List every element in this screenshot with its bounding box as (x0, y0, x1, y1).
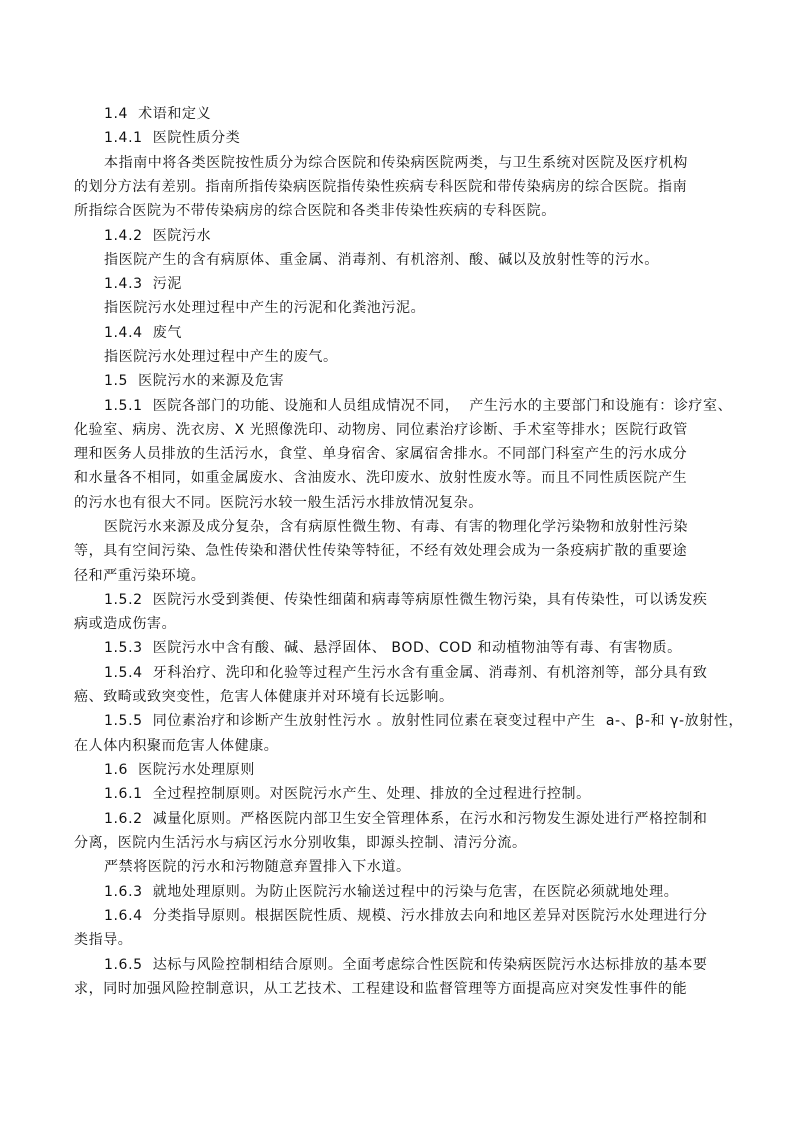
text-line: 的污水也有很大不同。医院污水较一般生活污水排放情况复杂。 (74, 495, 483, 511)
text-line: 和水量各不相同，如重金属废水、含油废水、洗印废水、放射性废水等。而且不同性质医院产生 (74, 470, 688, 486)
text-line: 1.4.2 医院污水 (104, 228, 212, 244)
text-line: 1.5.4 牙科治疗、洗印和化验等过程产生污水含有重金属、消毒剂、有机溶剂等，部分具有致 (104, 665, 708, 681)
text-line: 的划分方法有差别。指南所指传染病医院指传染性疾病专科医院和带传染病房的综合医院。指南 (74, 179, 688, 195)
text-line: 1.4.3 污泥 (104, 276, 182, 292)
text-line: 指医院污水处理过程中产生的废气。 (104, 349, 338, 365)
text-line: 1.5 医院污水的来源及危害 (104, 373, 285, 389)
text-line: 1.6.4 分类指导原则。根据医院性质、规模、污水排放去向和地区差异对医院污水处理进行分 (104, 908, 708, 924)
text-line: 求，同时加强风险控制意识，从工艺技术、工程建设和监督管理等方面提高应对突发性事件的能 (74, 981, 688, 997)
text-line: 1.6.5 达标与风险控制相结合原则。全面考虑综合性医院和传染病医院污水达标排放的基本要 (104, 957, 708, 973)
text-line: 在人体内积聚而危害人体健康。 (74, 738, 279, 754)
text-line: 1.4 术语和定义 (104, 106, 212, 122)
text-line: 指医院产生的含有病原体、重金属、消毒剂、有机溶剂、酸、碱以及放射性等的污水。 (104, 252, 659, 268)
text-line: 1.6.1 全过程控制原则。对医院污水产生、处理、排放的全过程进行控制。 (104, 786, 591, 802)
text-line: 1.5.5 同位素治疗和诊断产生放射性污水 。放射性同位素在衰变过程中产生 a-、β-和 γ-放射性， (104, 713, 744, 729)
text-line: 径和严重污染环境。 (74, 568, 206, 584)
text-line: 等，具有空间污染、急性传染和潜伏性传染等特征，不经有效处理会成为一条疫病扩散的重要途 (74, 543, 688, 559)
text-line: 1.5.2 医院污水受到粪便、传染性细菌和病毒等病原性微生物污染，具有传染性，可以诱发疾 (104, 592, 708, 608)
text-line: 病或造成伤害。 (74, 616, 177, 632)
text-line: 1.6.2 减量化原则。严格医院内部卫生安全管理体系，在污水和污物发生源处进行严格控制和 (104, 811, 708, 827)
text-line: 指医院污水处理过程中产生的污泥和化粪池污泥。 (104, 300, 426, 316)
text-line: 1.5.1 医院各部门的功能、设施和人员组成情况不同， 产生污水的主要部门和设施有：诊疗室、 (104, 398, 733, 414)
text-line: 1.6.3 就地处理原则。为防止医院污水输送过程中的污染与危害，在医院必须就地处理。 (104, 884, 679, 900)
text-line: 1.5.3 医院污水中含有酸、碱、悬浮固体、 BOD、COD 和动植物油等有毒、有害物质。 (104, 640, 682, 656)
text-line: 理和医务人员排放的生活污水，食堂、单身宿舍、家属宿舍排水。不同部门科室产生的污水成分 (74, 446, 688, 462)
text-line: 1.4.1 医院性质分类 (104, 130, 241, 146)
text-line: 化验室、病房、洗衣房、X 光照像洗印、动物房、同位素治疗诊断、手术室等排水；医院行政管 (74, 422, 688, 438)
text-line: 分离，医院内生活污水与病区污水分别收集，即源头控制、清污分流。 (74, 835, 527, 851)
text-line: 癌、致畸或致突变性，危害人体健康并对环境有长远影响。 (74, 689, 454, 705)
text-line: 1.6 医院污水处理原则 (104, 762, 255, 778)
text-line: 严禁将医院的污水和污物随意弃置排入下水道。 (104, 859, 411, 875)
text-line: 医院污水来源及成分复杂，含有病原性微生物、有毒、有害的物理化学污染物和放射性污染 (104, 519, 688, 535)
text-line: 类指导。 (74, 932, 133, 948)
text-line: 本指南中将各类医院按性质分为综合医院和传染病医院两类，与卫生系统对医院及医疗机构 (104, 155, 688, 171)
text-line: 1.4.4 废气 (104, 325, 182, 341)
text-line: 所指综合医院为不带传染病房的综合医院和各类非传染性疾病的专科医院。 (74, 203, 556, 219)
